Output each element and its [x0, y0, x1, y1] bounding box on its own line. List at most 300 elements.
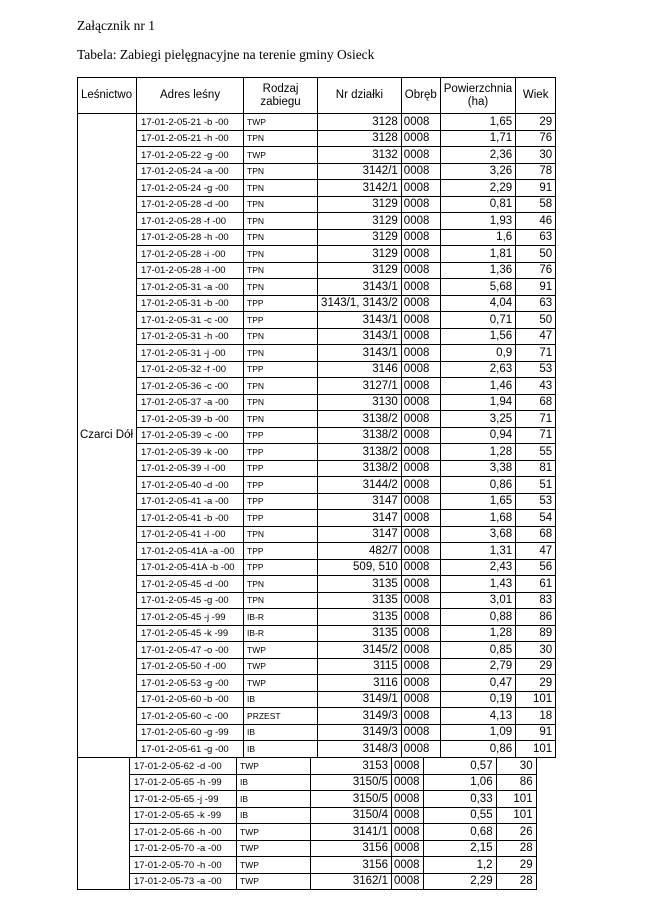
cell-wiek: 76	[516, 130, 556, 147]
cell-rodzaj: TPP	[244, 295, 318, 312]
cell-powierzchnia: 3,38	[440, 460, 515, 477]
cell-adres: 17-01-2-05-53 -g -00	[137, 675, 244, 692]
cell-powierzchnia: 3,68	[440, 526, 515, 543]
cell-dzialka: 3149/3	[318, 724, 402, 741]
cell-wiek: 58	[516, 196, 556, 213]
cell-powierzchnia: 1,56	[440, 328, 515, 345]
cell-dzialka: 3147	[318, 526, 402, 543]
cell-dzialka: 3142/1	[318, 180, 402, 197]
cell-rodzaj: TPN	[244, 130, 318, 147]
cell-obreb: 0008	[401, 460, 440, 477]
cell-rodzaj: TPN	[244, 345, 318, 362]
cell-powierzchnia: 0,86	[440, 741, 515, 758]
cell-dzialka: 3128	[318, 130, 402, 147]
cell-powierzchnia: 2,36	[440, 147, 515, 164]
cell-adres: 17-01-2-05-28 -d -00	[137, 196, 244, 213]
cell-rodzaj: TPN	[244, 394, 318, 411]
cell-adres: 17-01-2-05-60 -g -99	[137, 724, 244, 741]
cell-dzialka: 3150/5	[311, 774, 392, 791]
cell-wiek: 54	[516, 510, 556, 527]
table-row	[78, 378, 556, 395]
cell-dzialka: 3147	[318, 493, 402, 510]
table-row	[78, 493, 556, 510]
cell-adres: 17-01-2-05-28 -h -00	[137, 229, 244, 246]
table-row	[78, 295, 556, 312]
cell-dzialka: 3162/1	[311, 873, 392, 890]
cell-powierzchnia: 0,68	[423, 824, 496, 841]
cell-powierzchnia: 1,2	[423, 857, 496, 874]
cell-wiek: 71	[516, 427, 556, 444]
cell-adres: 17-01-2-05-31 -a -00	[137, 279, 244, 296]
cell-adres: 17-01-2-05-60 -b -00	[137, 691, 244, 708]
table-row	[78, 147, 556, 164]
cell-obreb: 0008	[401, 147, 440, 164]
cell-obreb: 0008	[401, 444, 440, 461]
cell-powierzchnia: 0,94	[440, 427, 515, 444]
cell-obreb: 0008	[392, 873, 424, 890]
cell-obreb: 0008	[401, 427, 440, 444]
cell-wiek: 68	[516, 526, 556, 543]
cell-rodzaj: TPN	[244, 279, 318, 296]
header-powierzchnia: Powierzchnia (ha)	[440, 78, 515, 114]
table-body-continued	[78, 758, 537, 890]
cell-dzialka: 3116	[318, 675, 402, 692]
treatments-table-continued	[77, 757, 537, 890]
table-row	[78, 394, 556, 411]
cell-rodzaj: TPN	[244, 411, 318, 428]
cell-obreb: 0008	[401, 493, 440, 510]
annex-label: Załącznik nr 1	[77, 18, 155, 33]
cell-wiek: 63	[516, 229, 556, 246]
table-row	[78, 262, 556, 279]
cell-powierzchnia: 2,79	[440, 658, 515, 675]
cell-wiek: 29	[516, 114, 556, 131]
cell-rodzaj: IB	[244, 741, 318, 758]
cell-wiek: 50	[516, 246, 556, 263]
table-row	[78, 642, 556, 659]
cell-rodzaj: TPP	[244, 543, 318, 560]
cell-wiek: 78	[516, 163, 556, 180]
cell-dzialka: 3147	[318, 510, 402, 527]
table-row	[78, 543, 556, 560]
cell-wiek: 86	[516, 609, 556, 626]
cell-wiek: 29	[516, 658, 556, 675]
cell-powierzchnia: 0,71	[440, 312, 515, 329]
cell-rodzaj: TPN	[244, 592, 318, 609]
cell-adres: 17-01-2-05-70 -h -00	[130, 857, 237, 874]
table-row	[78, 873, 537, 890]
cell-adres: 17-01-2-05-24 -a -00	[137, 163, 244, 180]
cell-dzialka: 3143/1	[318, 312, 402, 329]
cell-adres: 17-01-2-05-47 -o -00	[137, 642, 244, 659]
table-row	[78, 114, 556, 131]
cell-dzialka: 3156	[311, 840, 392, 857]
table-row	[78, 130, 556, 147]
cell-adres: 17-01-2-05-45 -k -99	[137, 625, 244, 642]
cell-adres: 17-01-2-05-31 -h -00	[137, 328, 244, 345]
cell-powierzchnia: 1,28	[440, 444, 515, 461]
cell-powierzchnia: 0,81	[440, 196, 515, 213]
cell-wiek: 51	[516, 477, 556, 494]
cell-obreb: 0008	[401, 609, 440, 626]
cell-wiek: 91	[516, 724, 556, 741]
cell-adres: 17-01-2-05-73 -a -00	[130, 873, 237, 890]
cell-rodzaj: IB	[237, 807, 311, 824]
cell-adres: 17-01-2-05-60 -c -00	[137, 708, 244, 725]
cell-adres: 17-01-2-05-65 -k -99	[130, 807, 237, 824]
cell-dzialka: 509, 510	[318, 559, 402, 576]
cell-powierzchnia: 0,85	[440, 642, 515, 659]
cell-adres: 17-01-2-05-24 -g -00	[137, 180, 244, 197]
cell-adres: 17-01-2-05-36 -c -00	[137, 378, 244, 395]
table-row	[78, 312, 556, 329]
table-row	[78, 675, 556, 692]
cell-adres: 17-01-2-05-65 -j -99	[130, 791, 237, 808]
cell-obreb: 0008	[401, 180, 440, 197]
cell-wiek: 83	[516, 592, 556, 609]
cell-adres: 17-01-2-05-41A -a -00	[137, 543, 244, 560]
cell-dzialka: 3128	[318, 114, 402, 131]
cell-powierzchnia: 3,26	[440, 163, 515, 180]
cell-powierzchnia: 1,65	[440, 493, 515, 510]
cell-wiek: 71	[516, 345, 556, 362]
cell-wiek: 46	[516, 213, 556, 230]
cell-obreb: 0008	[401, 196, 440, 213]
cell-wiek: 86	[496, 774, 536, 791]
table-row	[78, 460, 556, 477]
cell-powierzchnia: 1,46	[440, 378, 515, 395]
cell-powierzchnia: 1,09	[440, 724, 515, 741]
table-row	[78, 741, 556, 758]
cell-rodzaj: TWP	[237, 824, 311, 841]
cell-powierzchnia: 0,57	[423, 758, 496, 775]
cell-rodzaj: TPP	[244, 361, 318, 378]
cell-adres: 17-01-2-05-22 -g -00	[137, 147, 244, 164]
cell-powierzchnia: 2,29	[440, 180, 515, 197]
cell-rodzaj: TWP	[244, 675, 318, 692]
cell-obreb: 0008	[401, 312, 440, 329]
header-dzialka: Nr działki	[318, 78, 402, 114]
cell-rodzaj: TPP	[244, 559, 318, 576]
cell-wiek: 47	[516, 328, 556, 345]
cell-obreb: 0008	[401, 378, 440, 395]
cell-obreb: 0008	[401, 361, 440, 378]
cell-obreb: 0008	[401, 328, 440, 345]
cell-powierzchnia: 1,06	[423, 774, 496, 791]
cell-dzialka: 3156	[311, 857, 392, 874]
cell-adres: 17-01-2-05-28 -l -00	[137, 262, 244, 279]
cell-rodzaj: IB-R	[244, 625, 318, 642]
cell-lesnictwo	[78, 758, 130, 890]
cell-rodzaj: TPN	[244, 163, 318, 180]
cell-adres: 17-01-2-05-65 -h -99	[130, 774, 237, 791]
cell-obreb: 0008	[401, 246, 440, 263]
cell-powierzchnia: 5,68	[440, 279, 515, 296]
cell-lesnictwo: Czarci Dół	[78, 114, 137, 758]
cell-wiek: 56	[516, 559, 556, 576]
table-body	[78, 114, 556, 758]
cell-obreb: 0008	[401, 708, 440, 725]
cell-powierzchnia: 1,68	[440, 510, 515, 527]
cell-obreb: 0008	[401, 114, 440, 131]
cell-adres: 17-01-2-05-45 -j -99	[137, 609, 244, 626]
header-lesnictwo: Leśnictwo	[78, 78, 137, 114]
cell-adres: 17-01-2-05-39 -b -00	[137, 411, 244, 428]
cell-powierzchnia: 1,65	[440, 114, 515, 131]
cell-wiek: 101	[516, 741, 556, 758]
cell-wiek: 91	[516, 279, 556, 296]
cell-obreb: 0008	[401, 477, 440, 494]
cell-dzialka: 3129	[318, 246, 402, 263]
cell-powierzchnia: 2,15	[423, 840, 496, 857]
cell-adres: 17-01-2-05-41 -b -00	[137, 510, 244, 527]
table-row	[78, 328, 556, 345]
cell-wiek: 30	[516, 642, 556, 659]
cell-rodzaj: TWP	[237, 840, 311, 857]
cell-dzialka: 3132	[318, 147, 402, 164]
cell-obreb: 0008	[392, 824, 424, 841]
cell-rodzaj: IB	[237, 774, 311, 791]
cell-rodzaj: TWP	[244, 658, 318, 675]
cell-rodzaj: IB-R	[244, 609, 318, 626]
cell-wiek: 91	[516, 180, 556, 197]
cell-rodzaj: TPP	[244, 477, 318, 494]
table-row	[78, 229, 556, 246]
cell-adres: 17-01-2-05-45 -d -00	[137, 576, 244, 593]
cell-obreb: 0008	[401, 163, 440, 180]
cell-powierzchnia: 1,28	[440, 625, 515, 642]
cell-obreb: 0008	[401, 229, 440, 246]
cell-powierzchnia: 2,29	[423, 873, 496, 890]
table-row	[78, 213, 556, 230]
cell-dzialka: 3149/3	[318, 708, 402, 725]
cell-adres: 17-01-2-05-39 -l -00	[137, 460, 244, 477]
cell-powierzchnia: 0,33	[423, 791, 496, 808]
cell-dzialka: 3129	[318, 229, 402, 246]
cell-obreb: 0008	[401, 543, 440, 560]
cell-obreb: 0008	[401, 642, 440, 659]
treatments-table	[77, 77, 556, 758]
cell-adres: 17-01-2-05-28 -f -00	[137, 213, 244, 230]
cell-dzialka: 3138/2	[318, 411, 402, 428]
cell-wiek: 28	[496, 840, 536, 857]
cell-adres: 17-01-2-05-31 -c -00	[137, 312, 244, 329]
table-row	[78, 345, 556, 362]
cell-obreb: 0008	[401, 675, 440, 692]
cell-obreb: 0008	[401, 130, 440, 147]
cell-dzialka: 3135	[318, 609, 402, 626]
cell-powierzchnia: 0,19	[440, 691, 515, 708]
cell-obreb: 0008	[401, 262, 440, 279]
cell-obreb: 0008	[392, 807, 424, 824]
cell-adres: 17-01-2-05-39 -c -00	[137, 427, 244, 444]
cell-powierzchnia: 0,9	[440, 345, 515, 362]
cell-rodzaj: TPP	[244, 427, 318, 444]
cell-wiek: 53	[516, 493, 556, 510]
cell-powierzchnia: 2,63	[440, 361, 515, 378]
table-row	[78, 691, 556, 708]
header-wiek: Wiek	[516, 78, 556, 114]
cell-obreb: 0008	[401, 691, 440, 708]
table-row	[78, 427, 556, 444]
cell-wiek: 47	[516, 543, 556, 560]
cell-wiek: 101	[496, 807, 536, 824]
cell-adres: 17-01-2-05-62 -d -00	[130, 758, 237, 775]
cell-obreb: 0008	[392, 857, 424, 874]
cell-obreb: 0008	[401, 411, 440, 428]
cell-adres: 17-01-2-05-41A -b -00	[137, 559, 244, 576]
cell-adres: 17-01-2-05-70 -a -00	[130, 840, 237, 857]
table-row	[78, 724, 556, 741]
cell-dzialka: 3138/2	[318, 444, 402, 461]
cell-rodzaj: TPP	[244, 312, 318, 329]
cell-adres: 17-01-2-05-45 -g -00	[137, 592, 244, 609]
cell-wiek: 18	[516, 708, 556, 725]
cell-rodzaj: TPN	[244, 262, 318, 279]
table-row	[78, 758, 537, 775]
cell-wiek: 50	[516, 312, 556, 329]
cell-dzialka: 3145/2	[318, 642, 402, 659]
cell-rodzaj: TPN	[244, 328, 318, 345]
table-row	[78, 857, 537, 874]
cell-dzialka: 3135	[318, 592, 402, 609]
table-row	[78, 279, 556, 296]
cell-obreb: 0008	[401, 345, 440, 362]
cell-adres: 17-01-2-05-40 -d -00	[137, 477, 244, 494]
cell-rodzaj: TPN	[244, 246, 318, 263]
cell-wiek: 71	[516, 411, 556, 428]
cell-wiek: 29	[496, 857, 536, 874]
cell-adres: 17-01-2-05-31 -b -00	[137, 295, 244, 312]
cell-obreb: 0008	[401, 625, 440, 642]
table-row	[78, 180, 556, 197]
cell-wiek: 26	[496, 824, 536, 841]
table-row	[78, 708, 556, 725]
cell-rodzaj: PRZEST	[244, 708, 318, 725]
cell-rodzaj: TPN	[244, 526, 318, 543]
cell-powierzchnia: 2,43	[440, 559, 515, 576]
cell-dzialka: 3142/1	[318, 163, 402, 180]
cell-powierzchnia: 4,04	[440, 295, 515, 312]
cell-dzialka: 3129	[318, 196, 402, 213]
table-row	[78, 559, 556, 576]
cell-wiek: 30	[516, 147, 556, 164]
cell-obreb: 0008	[392, 840, 424, 857]
cell-rodzaj: TWP	[244, 147, 318, 164]
table-row	[78, 824, 537, 841]
cell-powierzchnia: 0,86	[440, 477, 515, 494]
table-row	[78, 609, 556, 626]
cell-wiek: 53	[516, 361, 556, 378]
cell-obreb: 0008	[401, 592, 440, 609]
cell-rodzaj: TWP	[237, 758, 311, 775]
cell-powierzchnia: 1,94	[440, 394, 515, 411]
cell-wiek: 63	[516, 295, 556, 312]
cell-wiek: 81	[516, 460, 556, 477]
cell-powierzchnia: 1,6	[440, 229, 515, 246]
table-row	[78, 774, 537, 791]
cell-dzialka: 3150/5	[311, 791, 392, 808]
cell-powierzchnia: 3,25	[440, 411, 515, 428]
cell-adres: 17-01-2-05-66 -h -00	[130, 824, 237, 841]
cell-dzialka: 3149/1	[318, 691, 402, 708]
header-obreb: Obręb	[401, 78, 440, 114]
cell-wiek: 76	[516, 262, 556, 279]
table-row	[78, 163, 556, 180]
cell-obreb: 0008	[401, 658, 440, 675]
table-row	[78, 444, 556, 461]
cell-dzialka: 3150/4	[311, 807, 392, 824]
cell-dzialka: 3146	[318, 361, 402, 378]
cell-wiek: 55	[516, 444, 556, 461]
cell-obreb: 0008	[401, 724, 440, 741]
table-row	[78, 576, 556, 593]
cell-adres: 17-01-2-05-50 -f -00	[137, 658, 244, 675]
cell-powierzchnia: 1,71	[440, 130, 515, 147]
cell-obreb: 0008	[401, 279, 440, 296]
cell-rodzaj: TPN	[244, 180, 318, 197]
cell-rodzaj: TPN	[244, 196, 318, 213]
cell-dzialka: 3130	[318, 394, 402, 411]
table-row	[78, 411, 556, 428]
cell-rodzaj: TPP	[244, 493, 318, 510]
header-rodzaj: Rodzaj zabiegu	[244, 78, 318, 114]
table-row	[78, 807, 537, 824]
cell-dzialka: 3144/2	[318, 477, 402, 494]
table-header-row	[78, 78, 556, 114]
cell-dzialka: 3127/1	[318, 378, 402, 395]
cell-wiek: 28	[496, 873, 536, 890]
cell-adres: 17-01-2-05-37 -a -00	[137, 394, 244, 411]
table-row	[78, 592, 556, 609]
cell-adres: 17-01-2-05-61 -g -00	[137, 741, 244, 758]
cell-dzialka: 482/7	[318, 543, 402, 560]
cell-rodzaj: TWP	[244, 642, 318, 659]
cell-rodzaj: TPN	[244, 576, 318, 593]
cell-rodzaj: TPN	[244, 378, 318, 395]
cell-dzialka: 3115	[318, 658, 402, 675]
cell-dzialka: 3153	[311, 758, 392, 775]
cell-dzialka: 3135	[318, 576, 402, 593]
table-caption: Tabela: Zabiegi pielęgnacyjne na terenie gminy Osieck	[77, 47, 375, 62]
table-row	[78, 840, 537, 857]
cell-wiek: 29	[516, 675, 556, 692]
cell-powierzchnia: 3,01	[440, 592, 515, 609]
cell-wiek: 43	[516, 378, 556, 395]
cell-rodzaj: IB	[237, 791, 311, 808]
header-adres: Adres leśny	[137, 78, 244, 114]
cell-dzialka: 3138/2	[318, 427, 402, 444]
cell-adres: 17-01-2-05-21 -b -00	[137, 114, 244, 131]
cell-obreb: 0008	[401, 559, 440, 576]
cell-powierzchnia: 0,88	[440, 609, 515, 626]
cell-dzialka: 3143/1	[318, 345, 402, 362]
table-row	[78, 361, 556, 378]
cell-powierzchnia: 0,55	[423, 807, 496, 824]
cell-powierzchnia: 1,43	[440, 576, 515, 593]
cell-obreb: 0008	[401, 394, 440, 411]
cell-obreb: 0008	[392, 791, 424, 808]
cell-rodzaj: IB	[244, 724, 318, 741]
cell-dzialka: 3148/3	[318, 741, 402, 758]
cell-obreb: 0008	[401, 213, 440, 230]
cell-powierzchnia: 1,31	[440, 543, 515, 560]
cell-dzialka: 3129	[318, 213, 402, 230]
cell-rodzaj: TWP	[237, 873, 311, 890]
table-row	[78, 526, 556, 543]
cell-dzialka: 3135	[318, 625, 402, 642]
cell-rodzaj: TWP	[244, 114, 318, 131]
